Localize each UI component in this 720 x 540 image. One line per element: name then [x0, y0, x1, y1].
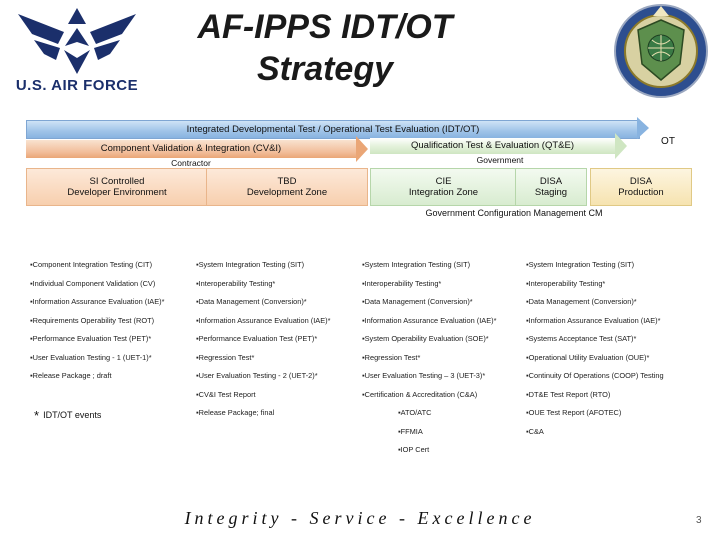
- zone-disa-staging-label: DISA Staging: [534, 176, 568, 198]
- development-test-list: [196, 256, 331, 423]
- page-title: [160, 6, 490, 90]
- cvi-arrow-icon: [356, 136, 368, 162]
- zone-disa-production-label: DISA Production: [618, 176, 664, 198]
- test-item: ▪Data Management (Conversion)*: [196, 297, 307, 306]
- test-item: ▪Performance Evaluation Test (PET)*: [196, 334, 318, 343]
- test-item: ▪User Evaluation Testing - 1 (UET-1)*: [30, 352, 152, 362]
- config-management-label: Government Configuration Management CM: [425, 208, 603, 218]
- test-item: ▪Information Assurance Evaluation (IAE)*: [196, 315, 331, 325]
- test-item: ▪Information Assurance Evaluation (IAE)*: [30, 297, 165, 306]
- test-item: ▪Component Integration Testing (CIT): [30, 260, 153, 269]
- legend: [34, 408, 101, 423]
- test-item: ▪DT&E Test Report (RTO): [526, 389, 611, 399]
- shield-seal-icon: [612, 2, 710, 100]
- test-item: ▪Regression Test*: [196, 352, 255, 362]
- test-item: ▪IOP Cert: [398, 445, 430, 454]
- title-line-2: Strategy: [256, 50, 394, 88]
- test-item: ▪Data Management (Conversion)*: [362, 297, 473, 306]
- test-item: ▪C&A: [526, 426, 544, 436]
- test-item: ▪Data Management (Conversion)*: [526, 297, 637, 306]
- footer-motto: Integrity - Service - Excellence: [184, 508, 536, 528]
- test-item: ▪OUE Test Report (AFOTEC): [526, 408, 622, 417]
- government-label: Government: [476, 155, 524, 165]
- zone-tbd-development: [206, 168, 368, 206]
- qte-banner: Qualification Test & Evaluation (QT&E): [370, 138, 615, 154]
- test-item: ▪CV&I Test Report: [196, 389, 256, 399]
- test-item: ▪Operational Utility Evaluation (OUE)*: [526, 352, 650, 362]
- idt-ot-banner: Integrated Developmental Test / Operational Test Evaluation (IDT/OT): [26, 120, 640, 139]
- test-item: ▪FFMIA: [398, 426, 423, 436]
- test-item: ▪Regression Test*: [362, 352, 421, 362]
- test-item: ▪System Operability Evaluation (SOE)*: [362, 334, 489, 343]
- test-item: ▪System Integration Testing (SIT): [362, 260, 471, 269]
- zone-cie-integration: [370, 168, 517, 206]
- test-item: ▪User Evaluation Testing - 2 (UET-2)*: [196, 371, 318, 380]
- test-item: ▪Certification & Accreditation (C&A): [362, 389, 478, 399]
- zone-si-label: SI Controlled Developer Environment: [67, 176, 167, 198]
- legend-text: IDT/OT events: [43, 410, 102, 420]
- test-item: ▪ATO/ATC: [398, 408, 432, 417]
- cvi-banner: Component Validation & Integration (CV&I): [26, 140, 356, 158]
- test-item: ▪Interoperability Testing*: [362, 278, 442, 288]
- production-test-list: [526, 256, 664, 441]
- zone-disa-production: [590, 168, 692, 206]
- center-seal: [612, 2, 710, 100]
- zone-si-developer: [26, 168, 208, 206]
- page-number: 3: [696, 515, 702, 526]
- zone-tbd-label: TBD Development Zone: [246, 176, 328, 198]
- air-force-logo: [14, 4, 140, 96]
- zone-cie-label: CIE Integration Zone: [408, 176, 479, 198]
- test-item: ▪Interoperability Testing*: [196, 278, 276, 288]
- contractor-test-list: [30, 256, 165, 386]
- zone-disa-staging: [515, 168, 587, 206]
- test-item: ▪Information Assurance Evaluation (IAE)*: [526, 315, 661, 325]
- test-item: ▪User Evaluation Testing – 3 (UET-3)*: [362, 371, 486, 380]
- test-item: ▪Release Package ; draft: [30, 371, 112, 380]
- test-item: ▪Systems Acceptance Test (SAT)*: [526, 334, 637, 343]
- test-item: ▪Individual Component Validation (CV): [30, 278, 156, 288]
- title-line-1: AF-IPPS IDT/OT: [197, 8, 453, 46]
- test-item: ▪Information Assurance Evaluation (IAE)*: [362, 315, 497, 325]
- air-force-wordmark: U.S. AIR FORCE: [15, 77, 139, 94]
- test-item: ▪Release Package; final: [196, 408, 275, 417]
- test-item: ▪Continuity Of Operations (COOP) Testing: [526, 371, 664, 380]
- test-item: ▪Interoperability Testing*: [526, 278, 606, 288]
- test-item: ▪System Integration Testing (SIT): [526, 260, 635, 269]
- test-item: ▪Requirements Operability Test (ROT): [30, 315, 155, 325]
- test-item: ▪System Integration Testing (SIT): [196, 260, 305, 269]
- ot-label: OT: [661, 136, 675, 147]
- air-force-wings-icon: [14, 4, 140, 76]
- legend-star: *: [34, 408, 40, 423]
- contractor-label: Contractor: [171, 158, 211, 168]
- integration-test-list: [362, 256, 497, 460]
- test-item: ▪Performance Evaluation Test (PET)*: [30, 334, 152, 343]
